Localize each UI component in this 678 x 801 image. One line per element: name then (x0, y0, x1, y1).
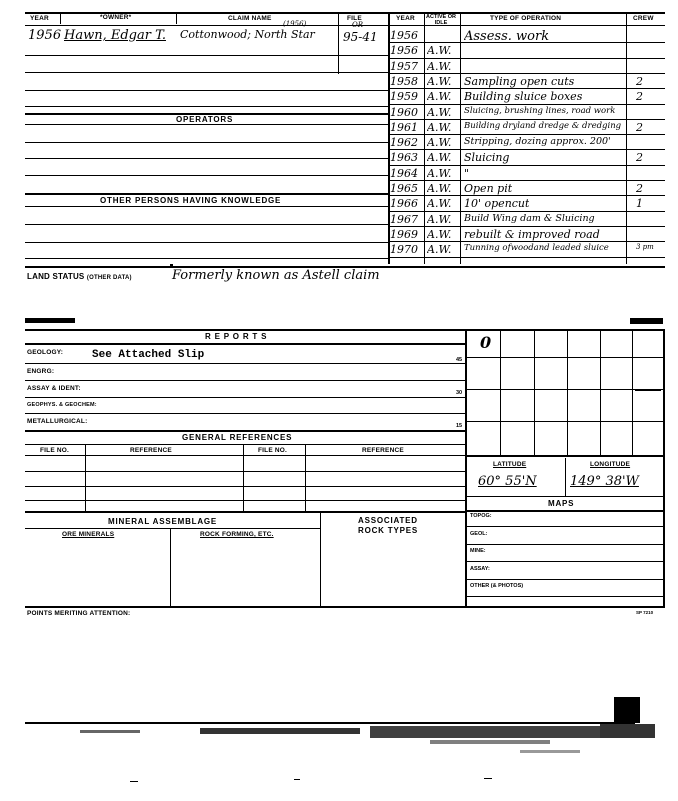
land-status-value: Formerly known as Astell claim (172, 268, 380, 283)
operation-year: 1961 (390, 120, 418, 134)
operation-year: 1958 (390, 74, 418, 88)
operation-year: 1956 (390, 44, 418, 58)
associated-label: ASSOCIATED (358, 516, 418, 525)
operation-year: 1964 (390, 166, 418, 180)
operation-status: A.W. (427, 105, 452, 119)
operation-row-line (388, 241, 665, 242)
operation-type: Building dryland dredge & dredging (464, 120, 622, 131)
latitude-value: 60° 55'N (478, 474, 537, 489)
maps-row-line (465, 579, 663, 580)
operation-row-line (388, 180, 665, 181)
operation-status: A.W. (427, 197, 452, 211)
ore-minerals-label: ORE MINERALS (62, 531, 115, 538)
operation-status: A.W. (427, 120, 452, 134)
header-owner: *OWNER* (100, 14, 132, 21)
operation-type: Assess. work (464, 29, 550, 44)
operation-row-line (388, 58, 665, 59)
operation-year: 1960 (390, 105, 418, 119)
operation-year: 1969 (390, 227, 418, 241)
operators-label: OPERATORS (176, 115, 234, 124)
assay-label: ASSAY & IDENT: (27, 385, 81, 392)
others-label: OTHER PERSONS HAVING KNOWLEDGE (100, 196, 282, 205)
header-type-of-operation: TYPE OF OPERATION (490, 15, 562, 22)
operation-status: A.W. (427, 151, 452, 165)
margin-number-45: 45 (456, 357, 463, 363)
operation-row-line (388, 119, 665, 120)
claim-note: (1956) (283, 20, 307, 28)
operation-type: Building sluice boxes (464, 90, 583, 104)
rock-forming-label: ROCK FORMING, ETC. (200, 531, 274, 538)
operation-status: A.W. (427, 59, 452, 73)
ref-col-file-no-1: FILE NO. (40, 447, 70, 454)
operation-year: 1970 (390, 243, 418, 257)
operation-status: A.W. (427, 74, 452, 88)
operation-year: 1957 (390, 59, 418, 73)
claim-file: 95-41 (343, 30, 378, 44)
operation-row-line (388, 73, 665, 74)
operation-status: A.W. (427, 90, 452, 104)
operation-row-line (388, 211, 665, 212)
header-file: FILE (347, 15, 362, 22)
operation-year: 1965 (390, 182, 418, 195)
operation-type: Stripping, dozing approx. 200' (464, 136, 611, 148)
maps-row-label: OTHER (& PHOTOS) (470, 583, 524, 589)
latitude-label: LATITUDE (493, 461, 527, 468)
operation-type: Build Wing dam & Sluicing (464, 212, 595, 224)
operation-status: A.W. (427, 243, 452, 257)
operation-row-line (388, 149, 665, 150)
operation-crew: 2 (636, 120, 643, 134)
operation-year: 1959 (390, 90, 418, 104)
header-claim-name: CLAIM NAME (228, 15, 272, 22)
operation-row-line (388, 134, 665, 135)
reports-title: R E P O R T S (205, 332, 268, 341)
operation-year: 1963 (390, 151, 418, 165)
operation-year: 1962 (390, 136, 418, 150)
operation-type: 10' opencut (464, 197, 530, 211)
form-code: SP 7210 (636, 610, 654, 615)
mineral-title: MINERAL ASSEMBLAGE (108, 517, 218, 526)
operation-row-line (388, 226, 665, 227)
maps-row-line (465, 561, 663, 562)
land-status-label: LAND STATUS (OTHER DATA) (27, 272, 132, 281)
maps-row-line (465, 596, 663, 597)
operation-status: A.W. (427, 182, 452, 195)
operation-type: Sluicing (464, 151, 510, 165)
geology-value: See Attached Slip (92, 349, 205, 361)
operation-status: A.W. (427, 166, 452, 180)
operation-status: A.W. (427, 136, 452, 150)
operation-crew: 1 (636, 197, 643, 211)
maps-row-label: TOPOG: (470, 513, 492, 519)
operation-row-line (388, 165, 665, 166)
operation-row-line (388, 104, 665, 105)
operation-crew: 3 pm (636, 243, 654, 252)
operation-crew: 2 (636, 182, 643, 195)
claim-owner: Hawn, Edgar T. (64, 28, 166, 43)
claim-name: Cottonwood; North Star (180, 28, 315, 41)
header-year-2: YEAR (396, 15, 415, 22)
operation-type: Open pit (464, 182, 513, 195)
rock-types-label: ROCK TYPES (358, 526, 419, 535)
engrg-label: ENGRG: (27, 368, 55, 375)
operation-year: 1967 (390, 212, 418, 226)
maps-title: MAPS (548, 499, 575, 508)
grid-mark: 0 (480, 333, 492, 352)
maps-row-label: GEOL: (470, 530, 488, 537)
header-crew: CREW (633, 15, 654, 22)
operation-row-line (388, 257, 665, 258)
operation-row-line (388, 195, 665, 196)
geology-label: GEOLOGY: (27, 349, 64, 356)
geophys-label: GEOPHYS. & GEOCHEM: (27, 402, 97, 408)
maps-row-label: ASSAY: (470, 565, 490, 572)
operation-type: rebuilt & improved road (464, 227, 600, 241)
maps-row-line (465, 526, 663, 527)
maps-row-line (465, 544, 663, 545)
operation-type: Sluicing, brushing lines, road work (464, 105, 616, 116)
general-references-title: GENERAL REFERENCES (182, 433, 293, 442)
margin-number-30: 30 (456, 390, 463, 396)
operation-type: " (464, 166, 470, 180)
operation-status: A.W. (427, 212, 452, 226)
operation-crew: 2 (636, 74, 643, 88)
operation-year: 1966 (390, 197, 418, 211)
operation-type: Tunning ofwoodand leaded sluice (464, 243, 609, 254)
header-active-idle: ACTIVE OR IDLE (426, 14, 456, 26)
operation-status: A.W. (427, 44, 452, 58)
operation-crew: 2 (636, 90, 643, 104)
ref-col-file-no-2: FILE NO. (258, 447, 288, 454)
operation-status: A.W. (427, 227, 452, 241)
claim-file-prefix: OR (352, 21, 364, 29)
ref-col-reference-2: REFERENCE (362, 447, 404, 454)
metallurgical-label: METALLURGICAL: (27, 418, 88, 425)
longitude-label: LONGITUDE (590, 461, 631, 468)
margin-number-15: 15 (456, 423, 463, 429)
longitude-value: 149° 38'W (570, 474, 639, 489)
header-year: YEAR (30, 15, 49, 22)
operation-crew: 2 (636, 151, 643, 165)
points-label: POINTS MERITING ATTENTION: (27, 610, 131, 617)
operation-year: 1956 (390, 29, 418, 42)
operation-type: Sampling open cuts (464, 74, 575, 88)
claim-year: 1956 (28, 28, 62, 43)
ref-col-reference-1: REFERENCE (130, 447, 172, 454)
operation-row-line (388, 88, 665, 89)
maps-row-label: MINE: (470, 548, 486, 554)
